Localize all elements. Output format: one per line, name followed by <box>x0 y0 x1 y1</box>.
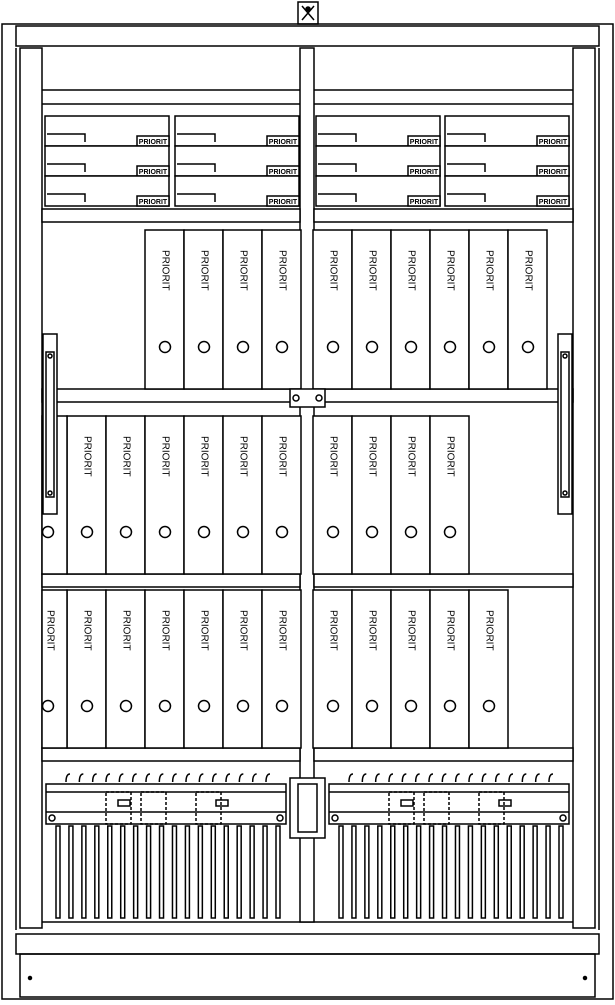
binder <box>430 230 469 389</box>
shelf <box>42 574 300 587</box>
binder-label: PRIORIT <box>198 436 210 477</box>
shelf <box>314 209 573 222</box>
file-bar <box>147 826 151 918</box>
file-bar <box>378 826 382 918</box>
binder-label: PRIORIT <box>276 250 288 291</box>
file-bar <box>211 826 215 918</box>
file-bar <box>263 826 267 918</box>
binder <box>106 416 145 574</box>
file-bar <box>352 826 356 918</box>
file-frame <box>329 774 569 918</box>
file-bar <box>404 826 408 918</box>
hook <box>93 774 97 782</box>
file-bar <box>185 826 189 918</box>
binder-label: PRIORIT <box>276 610 288 651</box>
file-frame <box>46 774 286 918</box>
binder-label: PRIORIT <box>522 250 534 291</box>
top-lock <box>298 2 318 24</box>
file-bar <box>172 826 176 918</box>
binder <box>184 416 223 574</box>
binder-label: PRIORIT <box>327 250 339 291</box>
binder-label: PRIORIT <box>120 610 132 651</box>
hook <box>213 774 217 782</box>
tray-box <box>316 116 440 146</box>
hook <box>416 774 420 782</box>
tray-box <box>45 146 169 176</box>
hook <box>239 774 243 782</box>
binder-label: PRIORIT <box>237 250 249 291</box>
file-bar <box>82 826 86 918</box>
file-bar <box>134 826 138 918</box>
binder-label: PRIORIT <box>327 436 339 477</box>
hook <box>186 774 190 782</box>
binder <box>145 230 184 389</box>
shelf <box>314 389 573 402</box>
binder-label: PRIORIT <box>159 436 171 477</box>
binder <box>223 590 262 748</box>
hook <box>389 774 393 782</box>
file-bar <box>237 826 241 918</box>
tray-label: PRIORIT <box>268 169 298 176</box>
file-bar <box>108 826 112 918</box>
file-bar <box>559 826 563 918</box>
binder-label: PRIORIT <box>81 436 93 477</box>
hook <box>362 774 366 782</box>
tray-box <box>445 176 569 206</box>
shelf <box>314 574 573 587</box>
hook <box>349 774 353 782</box>
tray-label: PRIORIT <box>138 139 168 146</box>
tray-label: PRIORIT <box>268 139 298 146</box>
binder-label: PRIORIT <box>444 610 456 651</box>
file-bar <box>250 826 254 918</box>
binder <box>313 416 352 574</box>
binder-label: PRIORIT <box>483 250 495 291</box>
hook <box>106 774 110 782</box>
binder <box>67 590 106 748</box>
binder <box>313 230 352 389</box>
binder-label: PRIORIT <box>120 436 132 477</box>
bottom-latch <box>290 778 325 838</box>
hook <box>159 774 163 782</box>
binder <box>352 230 391 389</box>
binder-label: PRIORIT <box>276 436 288 477</box>
tray-label: PRIORIT <box>138 199 168 206</box>
file-bar <box>276 826 280 918</box>
binder <box>469 590 508 748</box>
tray-box <box>445 116 569 146</box>
tray-box <box>175 116 299 146</box>
file-bar <box>198 826 202 918</box>
hook <box>429 774 433 782</box>
hook <box>66 774 70 782</box>
binder <box>391 230 430 389</box>
file-bar <box>533 826 537 918</box>
hook <box>442 774 446 782</box>
binder-label: PRIORIT <box>198 250 210 291</box>
tray-box <box>45 116 169 146</box>
hook <box>226 774 230 782</box>
hook <box>376 774 380 782</box>
binder <box>391 590 430 748</box>
file-bar <box>443 826 447 918</box>
binder <box>352 416 391 574</box>
hook <box>482 774 486 782</box>
tray-box <box>175 176 299 206</box>
hook <box>79 774 83 782</box>
file-bar <box>520 826 524 918</box>
hook <box>146 774 150 782</box>
binder <box>106 590 145 748</box>
binder <box>352 590 391 748</box>
binder-label: PRIORIT <box>405 250 417 291</box>
file-bar <box>481 826 485 918</box>
binder-label: PRIORIT <box>444 436 456 477</box>
binder-label: PRIORIT <box>198 610 210 651</box>
binder <box>508 230 547 389</box>
file-bar <box>455 826 459 918</box>
binder <box>223 230 262 389</box>
binder-label: PRIORIT <box>237 610 249 651</box>
binder <box>430 590 469 748</box>
hook <box>549 774 553 782</box>
tray-label: PRIORIT <box>538 139 568 146</box>
binder-label: PRIORIT <box>483 610 495 651</box>
binder <box>262 416 301 574</box>
binder-label: PRIORIT <box>444 250 456 291</box>
tray-label: PRIORIT <box>268 199 298 206</box>
binder <box>145 416 184 574</box>
binder-label: PRIORIT <box>366 610 378 651</box>
binder-label: PRIORIT <box>237 436 249 477</box>
file-bar <box>56 826 60 918</box>
hook <box>173 774 177 782</box>
file-bar <box>494 826 498 918</box>
tray-box <box>316 176 440 206</box>
binder-label: PRIORIT <box>159 610 171 651</box>
file-bar <box>95 826 99 918</box>
binder-label: PRIORIT <box>44 610 56 651</box>
tray-box <box>316 146 440 176</box>
shelf <box>42 748 300 761</box>
file-bar <box>365 826 369 918</box>
center-latch <box>290 389 325 407</box>
file-bar <box>121 826 125 918</box>
binder <box>469 230 508 389</box>
hook <box>456 774 460 782</box>
tray-box <box>175 146 299 176</box>
binder <box>184 230 223 389</box>
file-bar <box>430 826 434 918</box>
binder <box>184 590 223 748</box>
binder <box>430 416 469 574</box>
binder-partial <box>42 590 67 748</box>
tray-label: PRIORIT <box>409 169 439 176</box>
binder <box>145 590 184 748</box>
hook <box>133 774 137 782</box>
hook <box>119 774 123 782</box>
hook <box>522 774 526 782</box>
binder-label: PRIORIT <box>366 250 378 291</box>
binder <box>223 416 262 574</box>
shelf <box>42 209 300 222</box>
binder <box>313 590 352 748</box>
hook <box>536 774 540 782</box>
hook <box>402 774 406 782</box>
hook <box>496 774 500 782</box>
file-bar <box>468 826 472 918</box>
file-bar <box>391 826 395 918</box>
shelf <box>314 748 573 761</box>
binder <box>262 230 301 389</box>
tray-label: PRIORIT <box>538 169 568 176</box>
hook <box>199 774 203 782</box>
binder-label: PRIORIT <box>327 610 339 651</box>
file-bar <box>417 826 421 918</box>
tray-label: PRIORIT <box>538 199 568 206</box>
file-bar <box>339 826 343 918</box>
binder-label: PRIORIT <box>159 250 171 291</box>
tray-label: PRIORIT <box>409 199 439 206</box>
binder <box>67 416 106 574</box>
tray-box <box>45 176 169 206</box>
binder <box>391 416 430 574</box>
file-bar <box>224 826 228 918</box>
binder-label: PRIORIT <box>81 610 93 651</box>
shelf <box>42 389 300 402</box>
hook <box>509 774 513 782</box>
hook <box>469 774 473 782</box>
binder <box>262 590 301 748</box>
binder-rows <box>42 230 547 748</box>
file-bar <box>160 826 164 918</box>
binder-label: PRIORIT <box>405 436 417 477</box>
tray-label: PRIORIT <box>138 169 168 176</box>
hook <box>266 774 270 782</box>
binder-label: PRIORIT <box>366 436 378 477</box>
tray-box <box>445 146 569 176</box>
tray-label: PRIORIT <box>409 139 439 146</box>
hook <box>253 774 257 782</box>
binder-label: PRIORIT <box>405 610 417 651</box>
file-bar <box>69 826 73 918</box>
file-bar <box>507 826 511 918</box>
file-bar <box>546 826 550 918</box>
